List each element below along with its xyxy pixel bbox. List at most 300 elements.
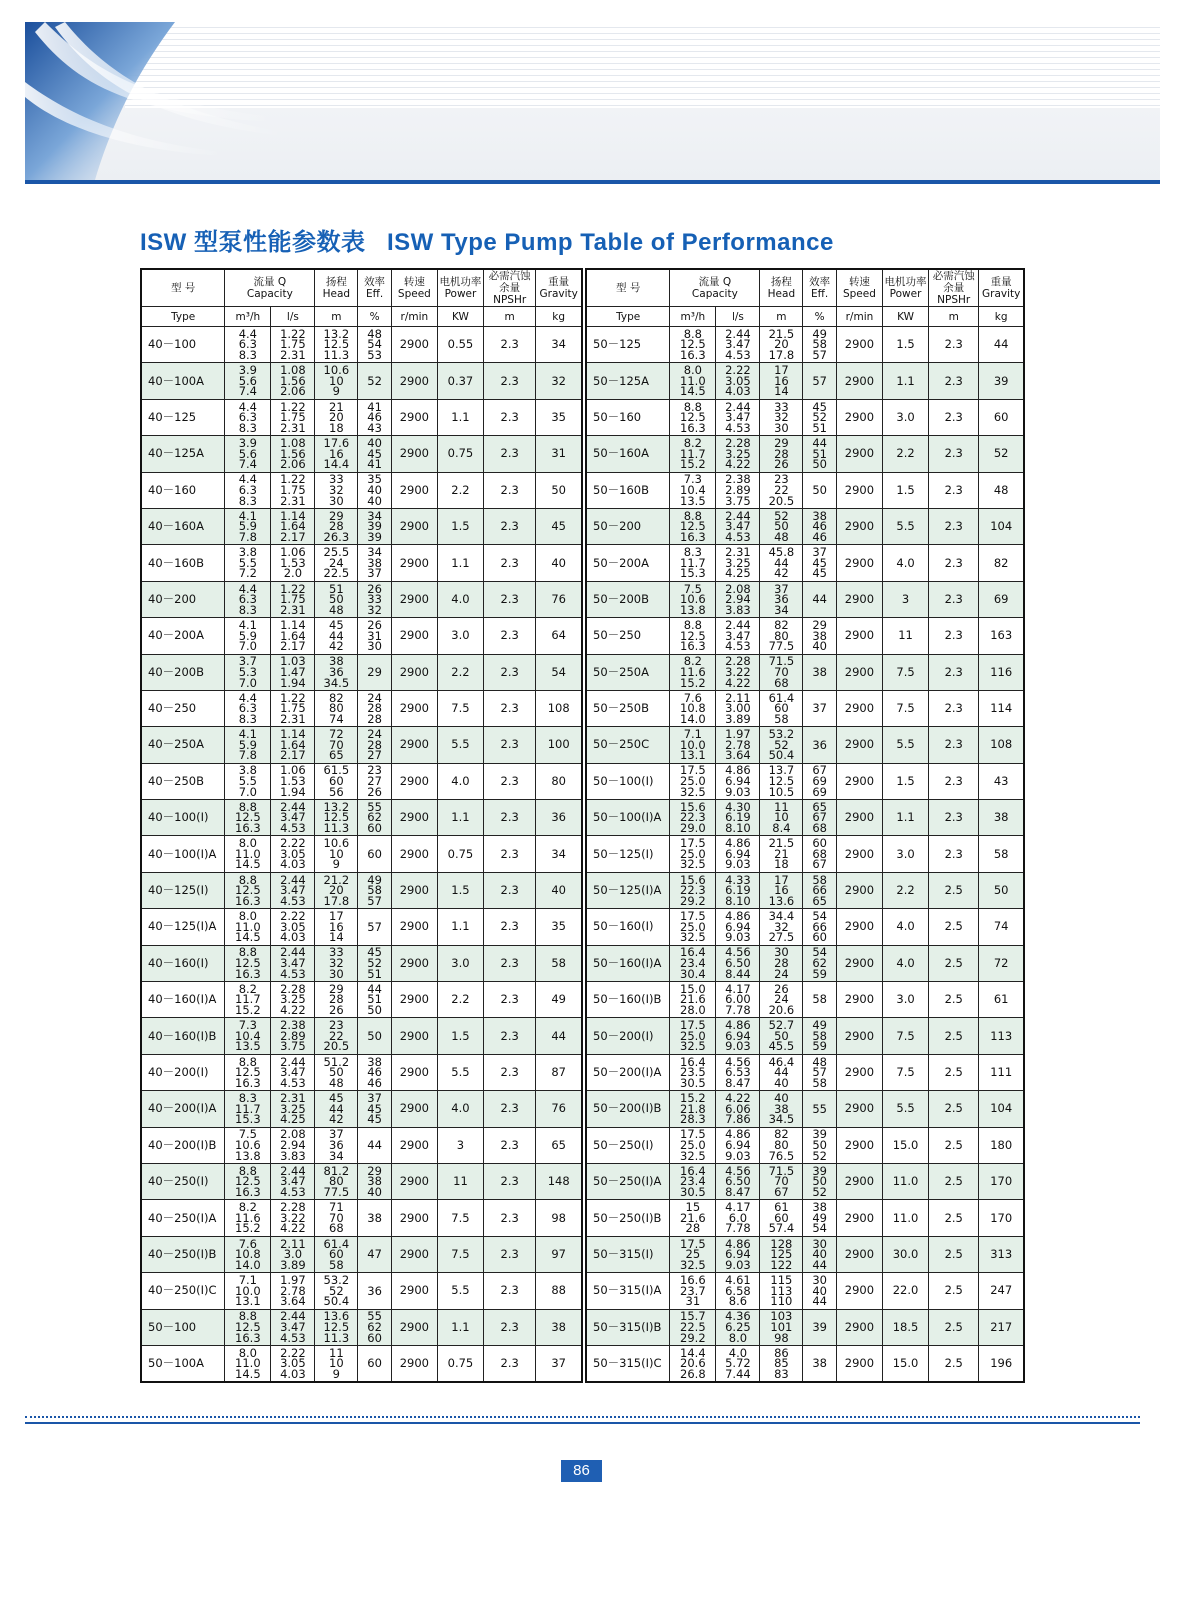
- table-row: [141, 545, 582, 581]
- cell-type: 40－160(I)A: [141, 982, 225, 1018]
- cell-m3h: 15.0 21.6 28.0: [670, 982, 716, 1018]
- page-number: 86: [561, 1460, 602, 1482]
- col-eff-unit: %: [358, 307, 392, 327]
- cell-speed: 2900: [836, 399, 882, 435]
- cell-type: 50－160(I): [586, 909, 670, 945]
- cell-head: 33 32 30: [315, 945, 358, 981]
- cell-speed: 2900: [391, 1127, 437, 1163]
- table-row: [141, 654, 582, 690]
- cell-gravity: 43: [979, 763, 1024, 799]
- cell-m3h: 8.8 12.5 16.3: [670, 327, 716, 363]
- table-row: [586, 945, 1024, 981]
- cell-eff: 38: [803, 654, 837, 690]
- col-cap-ls-unit: l/s: [716, 307, 760, 327]
- cell-ls: 2.28 3.25 4.22: [716, 436, 760, 472]
- cell-m3h: 15 21.6 28: [670, 1200, 716, 1236]
- cell-npsh: 2.3: [929, 545, 979, 581]
- cell-speed: 2900: [391, 727, 437, 763]
- cell-head: 82 80 76.5: [760, 1127, 803, 1163]
- cell-speed: 2900: [391, 581, 437, 617]
- cell-power: 3.0: [882, 836, 928, 872]
- col-power-zh: 电机功率: [439, 276, 482, 288]
- cell-speed: 2900: [836, 1163, 882, 1199]
- table-row: [586, 399, 1024, 435]
- cell-type: 40－100A: [141, 363, 225, 399]
- cell-speed: 2900: [391, 763, 437, 799]
- cell-m3h: 16.4 23.5 30.5: [670, 1054, 716, 1090]
- cell-head: 17 16 14: [760, 363, 803, 399]
- cell-gravity: 50: [979, 872, 1024, 908]
- table-row: [586, 763, 1024, 799]
- cell-speed: 2900: [391, 654, 437, 690]
- cell-speed: 2900: [391, 327, 437, 363]
- cell-head: 46.4 44 40: [760, 1054, 803, 1090]
- cell-gravity: 64: [536, 618, 582, 654]
- cell-power: 7.5: [437, 1236, 483, 1272]
- cell-power: 2.2: [882, 436, 928, 472]
- cell-gravity: 114: [979, 690, 1024, 726]
- cell-head: 71.5 70 67: [760, 1163, 803, 1199]
- col-capacity-zh: 流量 Q: [253, 276, 287, 288]
- table-body-right: [586, 327, 1024, 1383]
- table-row: [141, 690, 582, 726]
- cell-eff: 34 38 37: [358, 545, 392, 581]
- table-row: [141, 872, 582, 908]
- col-gravity: [979, 269, 1024, 307]
- cell-type: 40－160(I): [141, 945, 225, 981]
- cell-npsh: 2.3: [483, 1018, 535, 1054]
- cell-speed: 2900: [391, 1054, 437, 1090]
- table-row: [141, 1236, 582, 1272]
- cell-eff: 37 45 45: [803, 545, 837, 581]
- cell-m3h: 17.5 25.0 32.5: [670, 763, 716, 799]
- cell-head: 21 20 18: [315, 399, 358, 435]
- cell-type: 50－125(I): [586, 836, 670, 872]
- table-row: [141, 727, 582, 763]
- cell-ls: 4.61 6.58 8.6: [716, 1273, 760, 1309]
- col-eff-unit: %: [803, 307, 837, 327]
- cell-ls: 1.06 1.53 2.0: [271, 545, 315, 581]
- footer-dotted-rule: [25, 1416, 1140, 1418]
- cell-head: 71 70 68: [315, 1200, 358, 1236]
- cell-npsh: 2.3: [483, 1345, 535, 1382]
- cell-type: 40－160(I)B: [141, 1018, 225, 1054]
- cell-type: 50－250A: [586, 654, 670, 690]
- cell-head: 13.6 12.5 11.3: [315, 1309, 358, 1345]
- cell-power: 5.5: [882, 1091, 928, 1127]
- cell-power: 7.5: [882, 1054, 928, 1090]
- cell-head: 25.5 24 22.5: [315, 545, 358, 581]
- cell-ls: 4.17 6.00 7.78: [716, 982, 760, 1018]
- cell-npsh: 2.3: [483, 654, 535, 690]
- cell-power: 5.5: [882, 727, 928, 763]
- cell-power: 1.1: [882, 363, 928, 399]
- cell-npsh: 2.3: [929, 508, 979, 544]
- col-npsh-en: NPSHr: [937, 294, 971, 306]
- cell-power: 4.0: [882, 909, 928, 945]
- cell-m3h: 3.8 5.5 7.0: [225, 763, 271, 799]
- cell-gravity: 58: [979, 836, 1024, 872]
- cell-m3h: 4.1 5.9 7.8: [225, 508, 271, 544]
- cell-m3h: 7.5 10.6 13.8: [225, 1127, 271, 1163]
- cell-gravity: 32: [536, 363, 582, 399]
- cell-m3h: 17.5 25.0 32.5: [670, 909, 716, 945]
- table-row: [141, 399, 582, 435]
- cell-eff: 60 68 67: [803, 836, 837, 872]
- cell-npsh: 2.3: [483, 763, 535, 799]
- cell-power: 3: [882, 581, 928, 617]
- cell-gravity: 52: [979, 436, 1024, 472]
- footer-rule: [25, 1422, 1140, 1424]
- cell-ls: 4.33 6.19 8.10: [716, 872, 760, 908]
- cell-gravity: 36: [536, 800, 582, 836]
- cell-head: 61 60 57.4: [760, 1200, 803, 1236]
- cell-m3h: 7.1 10.0 13.1: [225, 1273, 271, 1309]
- cell-npsh: 2.3: [483, 1273, 535, 1309]
- cell-gravity: 113: [979, 1018, 1024, 1054]
- cell-power: 1.1: [437, 545, 483, 581]
- table-row: [141, 1309, 582, 1345]
- cell-speed: 2900: [391, 836, 437, 872]
- col-speed-unit: r/min: [836, 307, 882, 327]
- cell-gravity: 35: [536, 399, 582, 435]
- cell-m3h: 16.4 23.4 30.5: [670, 1163, 716, 1199]
- cell-gravity: 54: [536, 654, 582, 690]
- cell-npsh: 2.3: [483, 545, 535, 581]
- cell-speed: 2900: [836, 1091, 882, 1127]
- cell-power: 4.0: [437, 763, 483, 799]
- cell-ls: 4.56 6.50 8.47: [716, 1163, 760, 1199]
- cell-type: 40－250(I)A: [141, 1200, 225, 1236]
- cell-type: 50－250(I): [586, 1127, 670, 1163]
- cell-m3h: 17.5 25.0 32.5: [670, 836, 716, 872]
- cell-type: 50－250(I)B: [586, 1200, 670, 1236]
- header-rule: [25, 180, 1160, 184]
- cell-m3h: 4.4 6.3 8.3: [225, 581, 271, 617]
- cell-m3h: 7.3 10.4 13.5: [670, 472, 716, 508]
- cell-eff: 58 66 65: [803, 872, 837, 908]
- cell-gravity: 48: [979, 472, 1024, 508]
- cell-power: 15.0: [882, 1127, 928, 1163]
- cell-npsh: 2.3: [929, 363, 979, 399]
- cell-eff: 60: [358, 1345, 392, 1382]
- cell-speed: 2900: [836, 800, 882, 836]
- cell-power: 1.1: [437, 1309, 483, 1345]
- cell-speed: 2900: [836, 945, 882, 981]
- cell-head: 21.2 20 17.8: [315, 872, 358, 908]
- cell-speed: 2900: [391, 945, 437, 981]
- cell-npsh: 2.3: [929, 727, 979, 763]
- cell-speed: 2900: [836, 654, 882, 690]
- cell-eff: 35 40 40: [358, 472, 392, 508]
- cell-m3h: 8.0 11.0 14.5: [225, 909, 271, 945]
- cell-eff: 65 67 68: [803, 800, 837, 836]
- cell-speed: 2900: [836, 508, 882, 544]
- cell-eff: 39 50 52: [803, 1127, 837, 1163]
- cell-m3h: 8.3 11.7 15.3: [670, 545, 716, 581]
- cell-npsh: 2.3: [483, 945, 535, 981]
- col-type-en: Type: [141, 307, 225, 327]
- cell-eff: 49 58 57: [358, 872, 392, 908]
- cell-power: 11: [437, 1163, 483, 1199]
- cell-power: 2.2: [437, 654, 483, 690]
- cell-eff: 44: [803, 581, 837, 617]
- cell-type: 50－160B: [586, 472, 670, 508]
- cell-npsh: 2.3: [929, 399, 979, 435]
- cell-head: 40 38 34.5: [760, 1091, 803, 1127]
- cell-power: 1.5: [882, 763, 928, 799]
- cell-head: 29 28 26: [760, 436, 803, 472]
- cell-speed: 2900: [836, 545, 882, 581]
- cell-eff: 67 69 69: [803, 763, 837, 799]
- cell-ls: 4.86 6.94 9.03: [716, 836, 760, 872]
- cell-eff: 41 46 43: [358, 399, 392, 435]
- cell-gravity: 76: [536, 1091, 582, 1127]
- cell-power: 4.0: [437, 1091, 483, 1127]
- table-row: [586, 436, 1024, 472]
- col-power-unit: KW: [437, 307, 483, 327]
- cell-m3h: 8.8 12.5 16.3: [225, 872, 271, 908]
- cell-type: 40－250(I)B: [141, 1236, 225, 1272]
- cell-m3h: 4.1 5.9 7.8: [225, 727, 271, 763]
- table-row: [586, 1091, 1024, 1127]
- cell-npsh: 2.5: [929, 909, 979, 945]
- cell-type: 50－315(I)B: [586, 1309, 670, 1345]
- col-speed-en: Speed: [397, 288, 431, 300]
- cell-eff: 55 62 60: [358, 1309, 392, 1345]
- col-gravity-en: Gravity: [539, 288, 578, 300]
- cell-power: 7.5: [882, 690, 928, 726]
- cell-power: 7.5: [437, 690, 483, 726]
- cell-type: 50－125A: [586, 363, 670, 399]
- cell-type: 50－250B: [586, 690, 670, 726]
- cell-ls: 2.44 3.47 4.53: [716, 399, 760, 435]
- cell-m3h: 4.4 6.3 8.3: [225, 327, 271, 363]
- cell-head: 11 10 8.4: [760, 800, 803, 836]
- cell-eff: 44: [358, 1127, 392, 1163]
- cell-power: 2.2: [437, 982, 483, 1018]
- cell-npsh: 2.3: [929, 763, 979, 799]
- cell-speed: 2900: [836, 1200, 882, 1236]
- cell-type: 50－315(I): [586, 1236, 670, 1272]
- cell-head: 37 36 34: [760, 581, 803, 617]
- col-power-en: Power: [889, 288, 922, 300]
- cell-npsh: 2.3: [483, 1054, 535, 1090]
- cell-speed: 2900: [836, 909, 882, 945]
- cell-eff: 29: [358, 654, 392, 690]
- col-npsh: [483, 269, 535, 307]
- col-eff-zh: 效率: [809, 276, 831, 288]
- table-row: [141, 763, 582, 799]
- cell-head: 82 80 74: [315, 690, 358, 726]
- cell-eff: 39: [803, 1309, 837, 1345]
- cell-speed: 2900: [836, 1018, 882, 1054]
- cell-head: 82 80 77.5: [760, 618, 803, 654]
- cell-power: 3: [437, 1127, 483, 1163]
- cell-m3h: 7.3 10.4 13.5: [225, 1018, 271, 1054]
- cell-head: 21.5 20 17.8: [760, 327, 803, 363]
- cell-ls: 4.22 6.06 7.86: [716, 1091, 760, 1127]
- cell-gravity: 87: [536, 1054, 582, 1090]
- cell-head: 34.4 32 27.5: [760, 909, 803, 945]
- col-npsh-unit: m: [483, 307, 535, 327]
- cell-gravity: 247: [979, 1273, 1024, 1309]
- cell-ls: 1.08 1.56 2.06: [271, 436, 315, 472]
- cell-gravity: 76: [536, 581, 582, 617]
- cell-ls: 1.22 1.75 2.31: [271, 472, 315, 508]
- cell-m3h: 8.3 11.7 15.3: [225, 1091, 271, 1127]
- cell-head: 61.4 60 58: [760, 690, 803, 726]
- cell-ls: 2.38 2.89 3.75: [271, 1018, 315, 1054]
- cell-power: 11.0: [882, 1163, 928, 1199]
- cell-m3h: 4.4 6.3 8.3: [225, 399, 271, 435]
- cell-type: 40－125: [141, 399, 225, 435]
- cell-m3h: 8.2 11.6 15.2: [225, 1200, 271, 1236]
- cell-eff: 50: [358, 1018, 392, 1054]
- cell-ls: 4.86 6.94 9.03: [716, 1127, 760, 1163]
- table-row: [586, 1273, 1024, 1309]
- table-row: [141, 472, 582, 508]
- cell-power: 2.2: [437, 472, 483, 508]
- cell-speed: 2900: [391, 618, 437, 654]
- table-row: [141, 508, 582, 544]
- cell-eff: 48 54 53: [358, 327, 392, 363]
- cell-head: 21.5 21 18: [760, 836, 803, 872]
- cell-npsh: 2.3: [483, 436, 535, 472]
- cell-npsh: 2.3: [483, 836, 535, 872]
- cell-gravity: 217: [979, 1309, 1024, 1345]
- cell-head: 52.7 50 45.5: [760, 1018, 803, 1054]
- cell-type: 50－160(I)A: [586, 945, 670, 981]
- cell-npsh: 2.5: [929, 1054, 979, 1090]
- cell-ls: 1.14 1.64 2.17: [271, 508, 315, 544]
- cell-head: 51.2 50 48: [315, 1054, 358, 1090]
- cell-eff: 45 52 51: [358, 945, 392, 981]
- table-row: [586, 1163, 1024, 1199]
- cell-power: 5.5: [882, 508, 928, 544]
- cell-gravity: 49: [536, 982, 582, 1018]
- cell-gravity: 196: [979, 1345, 1024, 1382]
- cell-npsh: 2.5: [929, 1309, 979, 1345]
- cell-m3h: 8.8 12.5 16.3: [225, 800, 271, 836]
- cell-npsh: 2.3: [483, 690, 535, 726]
- cell-m3h: 8.8 12.5 16.3: [225, 1163, 271, 1199]
- cell-npsh: 2.5: [929, 982, 979, 1018]
- col-gravity-zh: 重量: [548, 276, 570, 288]
- cell-head: 23 22 20.5: [315, 1018, 358, 1054]
- cell-power: 3.0: [882, 399, 928, 435]
- cell-ls: 2.44 3.47 4.53: [271, 1054, 315, 1090]
- cell-ls: 1.14 1.64 2.17: [271, 727, 315, 763]
- cell-type: 50－160: [586, 399, 670, 435]
- cell-m3h: 8.0 11.0 14.5: [670, 363, 716, 399]
- cell-eff: 45 52 51: [803, 399, 837, 435]
- cell-type: 50－315(I)A: [586, 1273, 670, 1309]
- cell-head: 61.4 60 58: [315, 1236, 358, 1272]
- cell-eff: 38: [803, 1345, 837, 1382]
- cell-gravity: 40: [536, 545, 582, 581]
- cell-ls: 1.97 2.78 3.64: [271, 1273, 315, 1309]
- cell-m3h: 4.1 5.9 7.0: [225, 618, 271, 654]
- cell-ls: 1.06 1.53 1.94: [271, 763, 315, 799]
- cell-type: 40－100(I): [141, 800, 225, 836]
- table-row: [586, 1345, 1024, 1382]
- cell-speed: 2900: [836, 1273, 882, 1309]
- cell-eff: 36: [803, 727, 837, 763]
- cell-speed: 2900: [836, 436, 882, 472]
- cell-speed: 2900: [391, 1091, 437, 1127]
- cell-ls: 2.22 3.05 4.03: [716, 363, 760, 399]
- cell-eff: 29 38 40: [803, 618, 837, 654]
- cell-gravity: 38: [979, 800, 1024, 836]
- cell-eff: 24 28 27: [358, 727, 392, 763]
- cell-gravity: 104: [979, 1091, 1024, 1127]
- col-power: [882, 269, 928, 307]
- cell-type: 50－250C: [586, 727, 670, 763]
- cell-eff: 44 51 50: [358, 982, 392, 1018]
- cell-type: 40－250: [141, 690, 225, 726]
- cell-speed: 2900: [836, 472, 882, 508]
- cell-type: 40－160B: [141, 545, 225, 581]
- cell-type: 50－100(I)A: [586, 800, 670, 836]
- cell-head: 86 85 83: [760, 1345, 803, 1382]
- cell-type: 40－250B: [141, 763, 225, 799]
- col-capacity: [225, 269, 315, 307]
- table-row: [586, 909, 1024, 945]
- col-capacity-en: Capacity: [691, 288, 738, 300]
- cell-m3h: 15.2 21.8 28.3: [670, 1091, 716, 1127]
- cell-gravity: 100: [536, 727, 582, 763]
- cell-speed: 2900: [836, 727, 882, 763]
- cell-type: 40－125(I): [141, 872, 225, 908]
- cell-type: 40－200A: [141, 618, 225, 654]
- cell-m3h: 17.5 25.0 32.5: [670, 1127, 716, 1163]
- table-row: [141, 800, 582, 836]
- cell-gravity: 72: [979, 945, 1024, 981]
- cell-power: 4.0: [437, 581, 483, 617]
- cell-ls: 1.22 1.75 2.31: [271, 327, 315, 363]
- cell-power: 5.5: [437, 1273, 483, 1309]
- cell-ls: 4.86 6.94 9.03: [716, 909, 760, 945]
- cell-m3h: 7.1 10.0 13.1: [670, 727, 716, 763]
- cell-gravity: 61: [979, 982, 1024, 1018]
- cell-eff: 52: [358, 363, 392, 399]
- cell-power: 1.1: [882, 800, 928, 836]
- cell-power: 1.1: [437, 909, 483, 945]
- cell-eff: 30 40 44: [803, 1273, 837, 1309]
- cell-head: 17 16 13.6: [760, 872, 803, 908]
- cell-ls: 4.0 5.72 7.44: [716, 1345, 760, 1382]
- cell-type: 50－250(I)A: [586, 1163, 670, 1199]
- cell-gravity: 74: [979, 909, 1024, 945]
- cell-ls: 2.44 3.47 4.53: [271, 800, 315, 836]
- table-row: [586, 363, 1024, 399]
- cell-head: 45 44 42: [315, 618, 358, 654]
- col-power-en: Power: [444, 288, 477, 300]
- cell-ls: 2.44 3.47 4.53: [716, 327, 760, 363]
- cell-gravity: 170: [979, 1163, 1024, 1199]
- cell-npsh: 2.3: [483, 800, 535, 836]
- cell-eff: 26 33 32: [358, 581, 392, 617]
- cell-head: 13.2 12.5 11.3: [315, 800, 358, 836]
- col-gravity-zh: 重量: [990, 276, 1012, 288]
- cell-gravity: 50: [536, 472, 582, 508]
- cell-power: 0.75: [437, 836, 483, 872]
- cell-type: 40－160A: [141, 508, 225, 544]
- cell-gravity: 40: [536, 872, 582, 908]
- cell-power: 11: [882, 618, 928, 654]
- col-gravity: [536, 269, 582, 307]
